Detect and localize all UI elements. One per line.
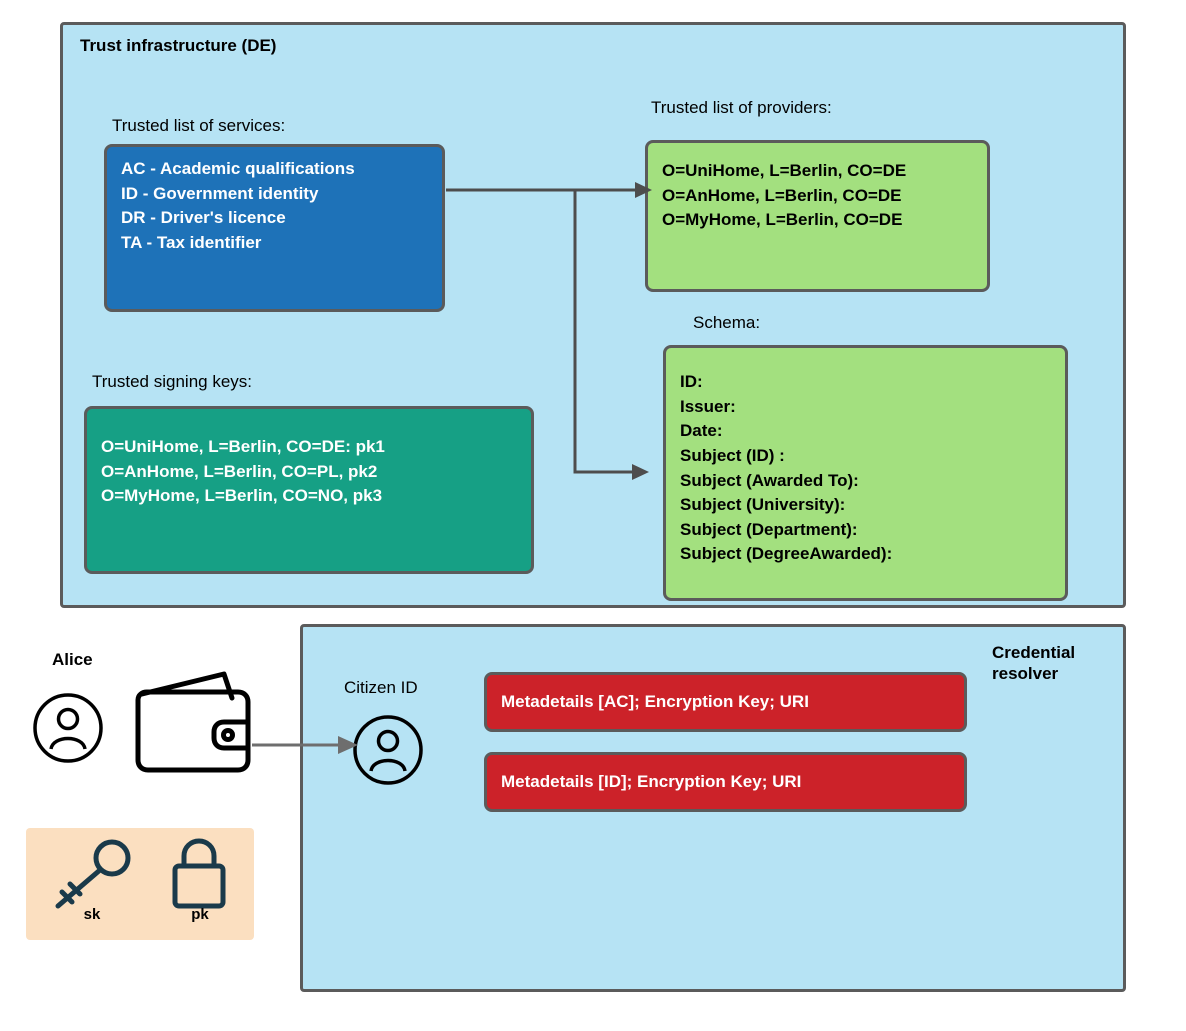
schema-field: Subject (Awarded To): xyxy=(680,470,859,490)
provider-item: O=AnHome, L=Berlin, CO=DE xyxy=(662,185,902,205)
person-icon xyxy=(30,690,106,766)
signing-key-item: O=UniHome, L=Berlin, CO=DE: pk1 xyxy=(101,437,385,456)
schema-field: Date: xyxy=(680,421,723,441)
trusted-signing-keys-caption: Trusted signing keys: xyxy=(92,372,252,391)
signing-key-item: O=MyHome, L=Berlin, CO=NO, pk3 xyxy=(101,486,383,506)
schema-field: ID: xyxy=(680,372,703,391)
schema-field: Subject (DegreeAwarded): xyxy=(680,544,893,564)
trusted-services-item: DR - Driver's licence xyxy=(121,208,286,228)
trusted-providers-caption: Trusted list of providers: xyxy=(651,98,832,117)
trusted-services-item: TA - Tax identifier xyxy=(121,232,262,252)
schema-field: Subject (ID) : xyxy=(680,445,785,465)
provider-item: O=UniHome, L=Berlin, CO=DE xyxy=(662,161,907,180)
credential-label: Metadetails [AC]; Encryption Key; URI xyxy=(501,691,809,711)
credential-row xyxy=(484,672,967,732)
schema-field: Subject (Department): xyxy=(680,519,858,539)
trusted-services-item: AC - Academic qualifications xyxy=(121,159,355,178)
wallet-to-citizen-arrow xyxy=(252,730,362,760)
trusted-services-box xyxy=(104,144,445,312)
schema-caption: Schema: xyxy=(693,313,761,332)
trusted-services-caption: Trusted list of services: xyxy=(112,116,286,135)
secret-key-label: sk xyxy=(83,906,101,923)
credential-row xyxy=(484,752,967,812)
schema-box xyxy=(663,345,1068,601)
trusted-providers-box xyxy=(645,140,990,292)
trust-panel-connectors xyxy=(440,160,660,500)
credential-label: Metadetails [ID]; Encryption Key; URI xyxy=(501,771,802,791)
key-icon xyxy=(46,836,142,916)
trust-infrastructure-title: Trust infrastructure (DE) xyxy=(80,36,277,55)
public-key-label: pk xyxy=(191,906,209,923)
credential-resolver-title: Credential resolver xyxy=(992,643,1076,684)
schema-field: Subject (University): xyxy=(680,495,846,515)
provider-item: O=MyHome, L=Berlin, CO=DE xyxy=(662,210,903,230)
lock-icon xyxy=(168,838,230,910)
actor-name: Alice xyxy=(52,650,93,669)
trusted-services-item: ID - Government identity xyxy=(121,183,319,203)
schema-field: Issuer: xyxy=(680,396,736,416)
wallet-icon xyxy=(128,664,258,794)
signing-key-item: O=AnHome, L=Berlin, CO=PL, pk2 xyxy=(101,461,378,481)
citizen-id-label: Citizen ID xyxy=(344,678,418,697)
